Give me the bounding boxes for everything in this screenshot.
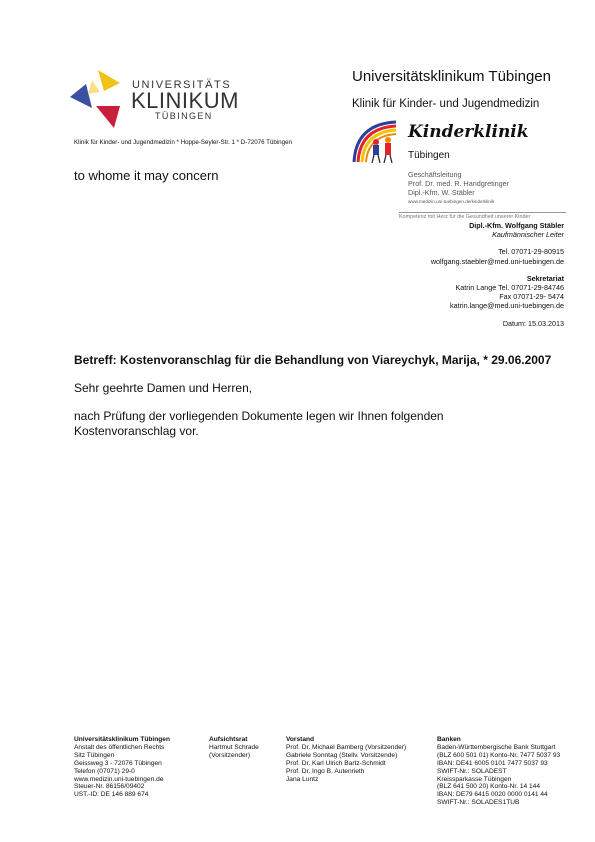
triangle-logo-icon — [70, 70, 130, 128]
secretariat-phone: Katrin Lange Tel. 07071-29-84746 — [455, 283, 564, 293]
footer-line: Kreissparkasse Tübingen — [437, 775, 512, 783]
footer-line: UST.-ID: DE 146 889 674 — [74, 791, 149, 799]
footer-line: Sitz Tübingen — [74, 751, 115, 759]
footer-line: Gabriele Sonntag (Stellv. Vorsitzende) — [286, 751, 398, 759]
recipient: to whome it may concern — [74, 168, 219, 183]
contact-role: Kaufmännischer Leiter — [492, 230, 564, 240]
letter-subject: Betreff: Kostenvoranschlag für die Behandlung von Viareychyk, Marija, * 29.06.2007 — [74, 353, 552, 367]
footer-line: Anstalt des öffentlichen Rechts — [74, 743, 165, 751]
footer-line: Jana Luntz — [286, 775, 319, 783]
management-line: Geschäftsleitung — [408, 170, 462, 179]
footer-line: Hartmut Schrade — [209, 743, 259, 751]
footer-line: SWIFT-Nr.: SOLADEST — [437, 767, 507, 775]
logo-line-universitaets: UNIVERSITÄTS — [132, 79, 232, 91]
footer-line: (BLZ 641 500 20) Konto-Nr. 14 144 — [437, 783, 541, 791]
footer-line: www.medizin.uni-tuebingen.de — [74, 775, 164, 783]
secretariat-fax: Fax 07071-29- 5474 — [499, 292, 564, 302]
footer-column-supervisory-board — [209, 736, 259, 760]
management-line: Prof. Dr. med. R. Handgretinger — [408, 179, 510, 188]
sender-address-line: Klinik für Kinder- und Jugendmedizin * Hoppe-Seyler-Str. 1 * D-72076 Tübingen — [74, 139, 292, 146]
footer-line: SWIFT-Nr.: SOLADES1TUB — [437, 799, 520, 807]
footer-column-board — [286, 736, 406, 783]
kinderklinik-logo — [350, 118, 540, 166]
footer-line: Baden-Württembergische Bank Stuttgart — [437, 743, 556, 751]
management-line: Dipl.-Kfm. W. Stäbler — [408, 188, 475, 197]
kinderklinik-website: www.medizin.uni-tuebingen.de/kinderklinik — [408, 199, 495, 204]
header-title: Universitätsklinikum Tübingen — [352, 68, 551, 85]
footer-line: Steuer-Nr. 86156/09402 — [74, 783, 145, 791]
footer-column-clinic — [74, 736, 170, 799]
secretariat-heading: Sekretariat — [526, 273, 564, 283]
children-arc-icon — [350, 118, 406, 166]
secretariat-email: katrin.lange@med.uni-tuebingen.de — [450, 301, 564, 311]
contact-phone: Tel. 07071-29-80915 — [498, 247, 564, 257]
kinderklinik-wordmark: Kinderklinik — [408, 122, 529, 142]
footer-heading: Banken — [437, 736, 461, 743]
letter-date: Datum: 15.03.2013 — [502, 318, 564, 328]
contact-name: Dipl.-Kfm. Wolfgang Stäbler — [469, 221, 564, 230]
footer-line: Prof. Dr. Karl Ulrich Bartz-Schmidt — [286, 759, 386, 767]
footer-line: Prof. Dr. Michael Bamberg (Vorsitzender) — [286, 743, 407, 751]
logo-line-klinikum: KLINIKUM — [131, 88, 239, 113]
header-subtitle: Klinik für Kinder- und Jugendmedizin — [352, 98, 540, 110]
footer-line: (BLZ 600 501 01) Konto-Nr. 7477 5037 93 — [437, 751, 561, 759]
footer-line: (Vorsitzender) — [209, 751, 251, 759]
footer-heading: Vorstand — [286, 736, 315, 743]
letter-salutation: Sehr geehrte Damen und Herren, — [74, 381, 253, 395]
contact-email: wolfgang.staebler@med.uni-tuebingen.de — [430, 256, 564, 266]
footer-column-banks — [437, 736, 560, 807]
footer-line: Prof. Dr. Ingo B. Autenrieth — [286, 767, 365, 775]
kinderklinik-city: Tübingen — [408, 150, 450, 161]
footer-heading: Universitätsklinikum Tübingen — [74, 736, 170, 743]
management-block — [408, 170, 509, 197]
tagline: Kompetenz mit Herz für die Gesundheit unserer Kinder — [399, 212, 566, 220]
footer-heading: Aufsichtsrat — [209, 736, 248, 743]
footer-line: IBAN: DE41 6005 0101 7477 5037 93 — [437, 759, 548, 767]
footer-line: Telefon (07071) 29-0 — [74, 767, 135, 775]
logo-line-tuebingen: TÜBINGEN — [155, 111, 213, 121]
footer-line: IBAN: DE79 6415 0020 0000 0141 44 — [437, 791, 548, 799]
contact-block — [364, 221, 564, 328]
letter-body: nach Prüfung der vorliegenden Dokumente legen wir Ihnen folgenden Kostenvoranschlag vor. — [74, 409, 444, 438]
universitaetsklinikum-logo — [70, 70, 239, 130]
footer-line: Geissweg 3 - 72076 Tübingen — [74, 759, 162, 767]
